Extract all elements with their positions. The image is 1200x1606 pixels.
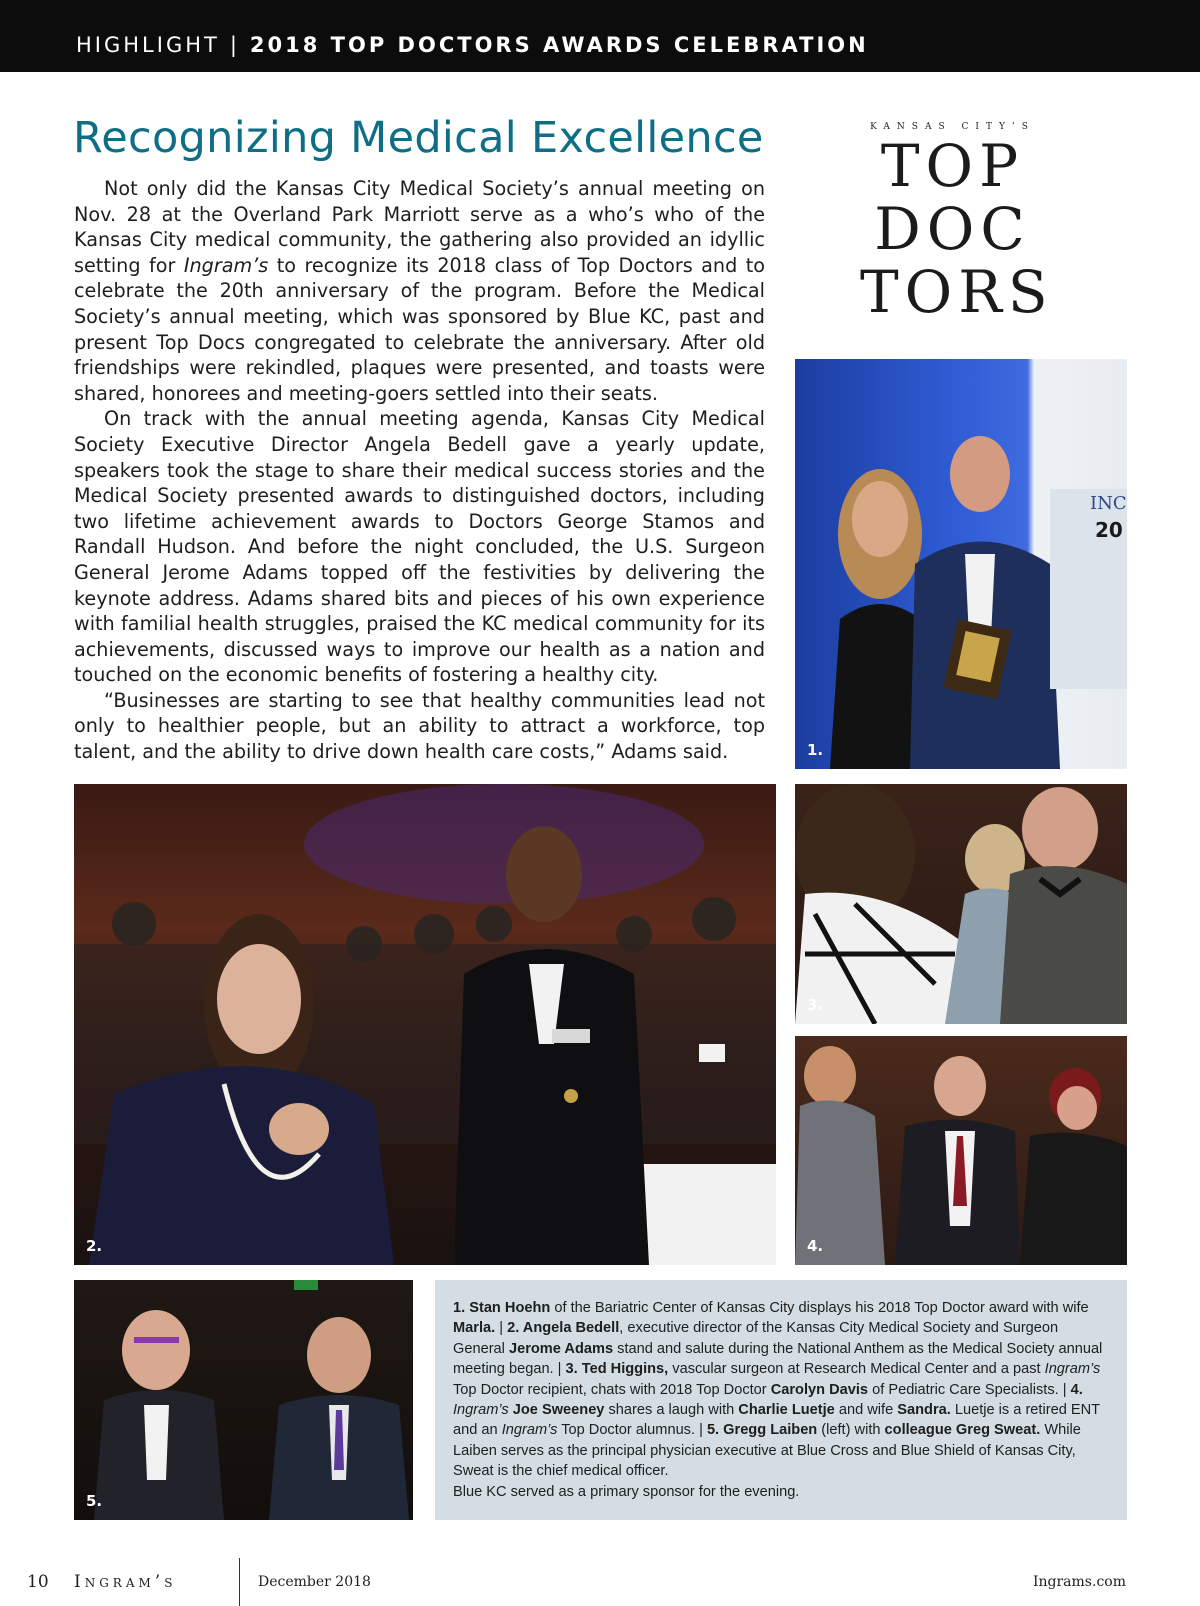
caption-3-name: 3. Ted Higgins, — [565, 1361, 669, 1378]
paragraph-1: Not only did the Kansas City Medical Society’s annual meeting on Nov. 28 at the Overland Park Marriott serve as a who’s who of the Kansas City medical community, the gathering also provided an idyllic setting for Ingram’s to recognize its 2018 class of Top Doctors and to celebrate the 20th anniversary of the program. Before the Medical Society’s annual meeting, which was sponsored by Blue KC, past and present Top Docs congregated to celebrate the anniversary. After old friendships were rekindled, plaques were presented, and toasts were shared, honorees and meeting-goers settled into their seats. — [74, 177, 765, 405]
caption-1-text: of the Bariatric Center of Kansas City displays his 2018 Top Doctor award with wife — [550, 1300, 1089, 1316]
photo-captions — [435, 1280, 1127, 1520]
caption-4-text-2: and wife — [834, 1402, 898, 1419]
logo-line-1: TOP — [880, 132, 1025, 200]
caption-2-text: , executive director of the Kansas City Medical Society and Surgeon General — [453, 1320, 1059, 1357]
caption-1-name-2: Marla. — [453, 1320, 496, 1337]
caption-4-text-3: Luetje is a retired ENT and an — [453, 1402, 1100, 1439]
svg-text:INC: INC — [1090, 493, 1127, 514]
photo-1-number: 1. — [807, 741, 824, 759]
caption-3-text: vascular surgeon at Research Medical Center and a past — [668, 1361, 1045, 1378]
caption-3-name-2: Carolyn Davis — [770, 1381, 869, 1398]
caption-4-name-4: Sandra. — [897, 1402, 951, 1419]
photo-2-number: 2. — [86, 1237, 103, 1255]
magazine-name: Ingram’s — [74, 1572, 177, 1592]
caption-text — [453, 1298, 1113, 1502]
header-breadcrumb — [76, 33, 869, 57]
page-number: 10 — [27, 1572, 49, 1592]
caption-4-text-4: Top Doctor alumnus. | — [557, 1422, 707, 1439]
caption-2-name: 2. Angela Bedell — [507, 1320, 620, 1337]
ingrams-mention: Ingram’s — [183, 253, 269, 277]
caption-4-name-2: Joe Sweeney — [508, 1402, 605, 1419]
footer-divider — [239, 1558, 240, 1606]
caption-4-name-3: Charlie Luetje — [738, 1402, 835, 1419]
photo-2 — [74, 784, 776, 1265]
paragraph-2: On track with the annual meeting agenda, Kansas City Medical Society Executive Director Angela Bedell gave a yearly update, speakers took the stage to share their medical success stories and the Medical Society presented awards to distinguished doctors, including two lifetime achievement awards to Doctors George Stamos and Randall Hudson. And before the night concluded, the U.S. Surgeon General Jerome Adams topped off the festivities by delivering the keynote address. Adams shared bits and pieces of his own experience with familial health struggles, praised the KC medical community for its achievements, discussed ways to improve our health as a nation and touched on the economic benefits of fostering a healthy city. — [74, 407, 765, 687]
photo-5-number: 5. — [86, 1492, 103, 1510]
article-body — [74, 176, 765, 765]
paragraph-3: “Businesses are starting to see that healthy communities lead not only to healthier people, but an ability to attract a workforce, top talent, and the ability to drive down health care costs,” Adams said. — [74, 688, 765, 764]
photo-1-scene — [795, 359, 1127, 769]
caption-4-name: 4. — [1070, 1381, 1083, 1398]
website: Ingrams.com — [1032, 1574, 1126, 1590]
photo-3-scene — [795, 784, 1127, 1024]
top-doctors-logo — [860, 120, 1060, 326]
photo-3-number: 3. — [807, 996, 824, 1014]
caption-3-ingrams: Ingram’s — [1044, 1361, 1101, 1378]
logo-line-3: TORS — [860, 258, 1054, 326]
photo-4-scene — [795, 1036, 1127, 1265]
logo-city: KANSAS CITY’S — [870, 122, 1035, 132]
caption-1-name: 1. Stan Hoehn — [453, 1300, 551, 1316]
caption-4-ingrams: Ingram’s — [453, 1402, 509, 1419]
issue-date: December 2018 — [258, 1574, 371, 1590]
photo-1 — [795, 359, 1127, 769]
caption-5-name-2: colleague Greg Sweat. — [884, 1422, 1041, 1439]
photo-2-scene — [74, 784, 776, 1265]
caption-2-name-2: Jerome Adams — [508, 1340, 614, 1357]
caption-2-text-2: stand and salute during the National Anthem as the Medical Society annual meeting began. | — [453, 1340, 1103, 1378]
page-footer — [0, 1550, 1200, 1606]
caption-5-text: (left) with — [817, 1422, 885, 1439]
header-title: 2018 TOP DOCTORS AWARDS CELEBRATION — [249, 33, 869, 57]
photo-3 — [795, 784, 1127, 1024]
caption-5-name: 5. Gregg Laiben — [706, 1422, 818, 1439]
header-section: HIGHLIGHT — [76, 33, 220, 57]
logo-line-2: DOC — [874, 195, 1031, 263]
caption-4-text: shares a laugh with — [604, 1402, 739, 1419]
header-divider: | — [229, 33, 240, 57]
caption-3-text-3: of Pediatric Care Specialists. | — [868, 1381, 1071, 1398]
photo-5-scene — [74, 1280, 413, 1520]
caption-5-text-2: While Laiben serves as the principal physician executive at Blue Cross and Blue Shield of Kansas City, Sweat is the chief medical officer. — [453, 1422, 1081, 1480]
photo-4-number: 4. — [807, 1237, 824, 1255]
article-headline: Recognizing Medical Excellence — [73, 113, 764, 163]
photo-4 — [795, 1036, 1127, 1265]
photo-5 — [74, 1280, 413, 1520]
caption-4-ingrams-2: Ingram’s — [501, 1422, 558, 1439]
caption-sep: | — [495, 1320, 508, 1337]
svg-text:20: 20 — [1095, 518, 1123, 542]
section-header-bar — [0, 0, 1200, 72]
caption-3-text-2: Top Doctor recipient, chats with 2018 Top Doctor — [453, 1381, 771, 1398]
sponsor-note: Blue KC served as a primary sponsor for the evening. — [453, 1483, 800, 1500]
